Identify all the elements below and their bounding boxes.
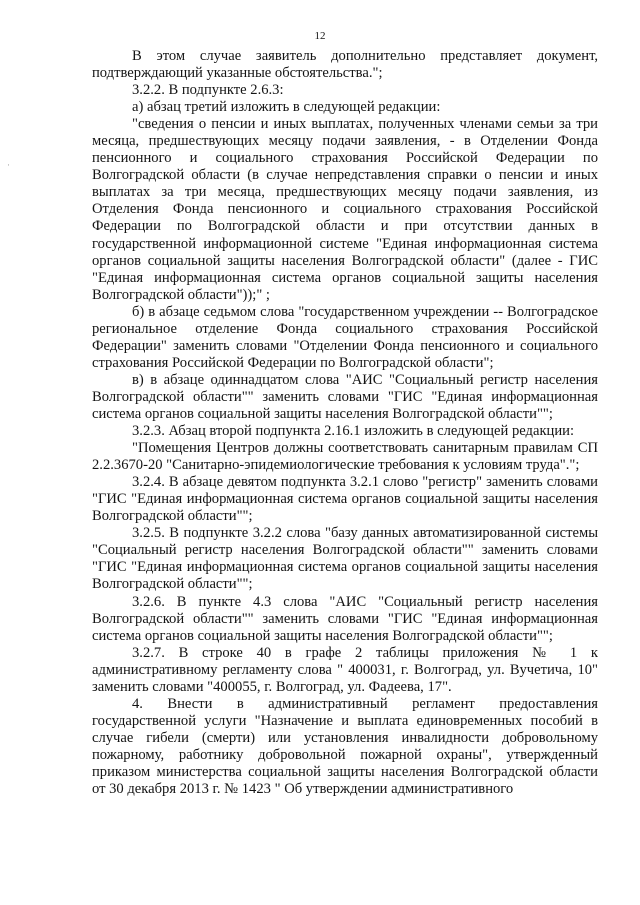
- paragraph: в) в абзаце одиннадцатом слова "АИС "Социальный регистр населения Волгоградской области"" заменить словами "ГИС "Единая информационная система органов социальной защиты населения Волгоградской области"";: [92, 371, 598, 422]
- paragraph: "Помещения Центров должны соответствовать санитарным правилам СП 2.2.3670-20 "Санитарно-эпидемиологические требования к условиям труда".";: [92, 440, 598, 474]
- paragraph: В этом случае заявитель дополнительно представляет документ, подтверждающий указанные обстоятельства.";: [92, 48, 598, 82]
- margin-mark: ·: [7, 160, 10, 170]
- document-body: [92, 48, 598, 798]
- paragraph: 3.2.2. В подпункте 2.6.3:: [132, 82, 284, 99]
- paragraph: 3.2.7. В строке 40 в графе 2 таблицы приложения № 1 к административному регламенту слова " 400031, г. Волгоград, ул. Вучетича, 10" заменить словами "400055, г. Волгоград, ул. Фадеева, 17".: [92, 644, 598, 695]
- paragraph: 3.2.5. В подпункте 3.2.2 слова "базу данных автоматизированной системы "Социальный регистр населения Волгоградской области"" заменить словами "ГИС "Единая информационная система органов социальной защиты населения Волгоградской области"";: [92, 525, 598, 593]
- paragraph: 3.2.6. В пункте 4.3 слова "АИС "Социальный регистр населения Волгоградской области"" заменить словами "ГИС "Единая информационная система органов социальной защиты населения Волгоградской области"";: [92, 593, 598, 644]
- paragraph: 3.2.4. В абзаце девятом подпункта 3.2.1 слово "регистр" заменить словами "ГИС "Единая информационная система органов социальной защиты населения Волгоградской области"";: [92, 474, 598, 525]
- page-number: 12: [314, 30, 326, 42]
- paragraph: 3.2.3. Абзац второй подпункта 2.16.1 изложить в следующей редакции:: [132, 423, 575, 440]
- paragraph: 4. Внести в административный регламент предоставления государственной услуги "Назначение и выплата единовременных пособий в случае гибели (смерти) или установления инвалидности добровольному пожарному, работнику добровольной пожарной охраны", утвержденный приказом министерства социальной защиты населения Волгоградской области от 30 декабря 2013 г. № 1423 " Об утверждении административного: [92, 695, 598, 798]
- paragraph: а) абзац третий изложить в следующей редакции:: [132, 99, 441, 116]
- paragraph: "сведения о пенсии и иных выплатах, полученных членами семьи за три месяца, предшествующих месяцу подачи заявления, - в Отделении Фонда пенсионного и социального страхования Российской Федерации по Волгоградской области (в случае непредставления справки о пенсии и иных выплатах за три месяца, предшествующих месяцу подачи заявления, из Отделения Фонда пенсионного и социального страхования Российской Федерации по Волгоградской области и при отсутствии данных в государственной информационной системе "Единая информационная система органов социальной защиты населения Волгоградской области" (далее - ГИС "Единая информационная система органов социальной защиты населения Волгоградской области"));" ;: [92, 116, 598, 303]
- paragraph: б) в абзаце седьмом слова "государственном учреждении -- Волгоградское региональное отделение Фонда социального страхования Российской Федерации" заменить словами "Отделении Фонда пенсионного и социального страхования Российской Федерации по Волгоградской области";: [92, 303, 598, 371]
